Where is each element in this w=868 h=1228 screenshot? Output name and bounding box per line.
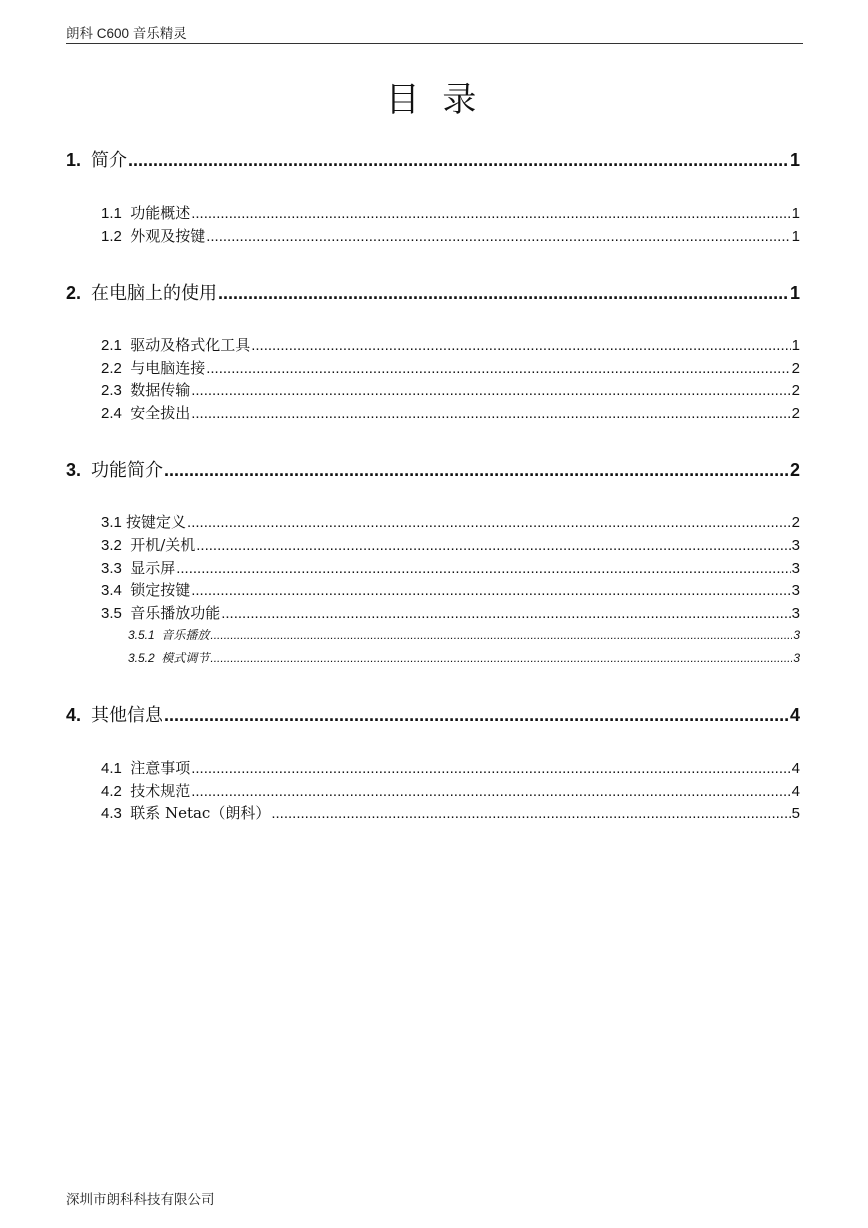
toc-entry-1-1[interactable] <box>101 202 800 223</box>
toc-number: 3.1 <box>101 514 127 531</box>
toc-entry-3-3[interactable] <box>101 557 800 578</box>
toc-title: 功能概述 <box>130 204 191 222</box>
toc-leader <box>251 337 790 354</box>
toc-title: 模式调节 <box>161 651 210 665</box>
toc-entry-3-5-1[interactable] <box>128 626 800 643</box>
page-footer: 深圳市朗科科技有限公司 <box>66 1192 215 1207</box>
toc-page: 3 <box>791 537 800 554</box>
toc-number: 2. <box>66 283 92 303</box>
page-title: 目 录 <box>385 80 483 120</box>
toc-entry-3-2[interactable] <box>101 534 800 555</box>
toc-number: 4. <box>66 705 92 725</box>
toc-entry-4-2[interactable] <box>101 780 800 801</box>
toc-page: 3 <box>793 628 800 642</box>
toc-page: 4 <box>791 783 800 800</box>
toc-number: 3. <box>66 460 92 480</box>
toc-title: 技术规范 <box>130 782 191 800</box>
toc-title: 其他信息 <box>91 705 164 725</box>
toc-title: 安全拔出 <box>130 404 191 422</box>
toc-page: 1 <box>791 228 800 245</box>
header-rule <box>66 43 803 44</box>
toc-leader <box>187 514 791 531</box>
toc-leader <box>191 760 790 777</box>
toc-title: 音乐播放 <box>161 628 210 642</box>
toc-entry-3-1[interactable] <box>101 511 800 532</box>
toc-page: 2 <box>791 360 800 377</box>
toc-page: 4 <box>791 760 800 777</box>
toc-leader <box>221 605 790 622</box>
toc-leader <box>210 651 792 665</box>
toc-leader <box>206 360 790 377</box>
toc-number: 3.2 <box>101 537 131 554</box>
toc-title: 与电脑连接 <box>130 359 206 377</box>
toc-number: 2.4 <box>101 405 131 422</box>
toc-leader <box>206 228 790 245</box>
toc-page: 3 <box>791 605 800 622</box>
toc-number: 3.4 <box>101 582 131 599</box>
toc-number: 1. <box>66 150 92 170</box>
toc-number: 4.1 <box>101 760 131 777</box>
toc-page: 2 <box>791 405 800 422</box>
toc-page: 2 <box>789 460 800 480</box>
toc-title: 开机/关机 <box>130 536 196 554</box>
toc-leader <box>128 150 789 171</box>
toc-number: 3.3 <box>101 560 131 577</box>
toc-entry-4-1[interactable] <box>101 757 800 778</box>
toc-title: 外观及按键 <box>130 227 206 245</box>
toc-entry-2-1[interactable] <box>101 334 800 355</box>
toc-page: 2 <box>791 514 800 531</box>
toc-leader <box>196 537 790 554</box>
toc-title: 简介 <box>91 150 128 170</box>
toc-entry-3-5[interactable] <box>101 602 800 623</box>
toc-title: 在电脑上的使用 <box>91 283 218 303</box>
toc-entry-2-4[interactable] <box>101 402 800 423</box>
toc-entry-2-2[interactable] <box>101 357 800 378</box>
toc-title: 功能简介 <box>91 460 164 480</box>
toc-number: 1.2 <box>101 228 131 245</box>
toc-title: 显示屏 <box>130 559 176 577</box>
toc-entry-1[interactable] <box>66 146 800 172</box>
toc-leader <box>191 582 790 599</box>
toc-page: 4 <box>789 705 800 725</box>
toc-page: 3 <box>791 582 800 599</box>
toc-page: 3 <box>793 651 800 665</box>
toc-leader <box>164 705 789 726</box>
toc-title: 驱动及格式化工具 <box>130 336 251 354</box>
toc-leader <box>271 805 790 822</box>
toc-title: 音乐播放功能 <box>130 604 221 622</box>
toc-page: 3 <box>791 560 800 577</box>
toc-leader <box>164 460 789 481</box>
toc-page: 1 <box>791 337 800 354</box>
toc-page: 1 <box>789 283 800 303</box>
toc-number: 4.2 <box>101 783 131 800</box>
page-header: 朗科 C600 音乐精灵 <box>66 26 187 41</box>
toc-number: 3.5 <box>101 605 131 622</box>
toc-page: 1 <box>791 205 800 222</box>
toc-title: 锁定按键 <box>130 581 191 599</box>
toc-number: 3.5.1 <box>128 628 162 642</box>
toc-entry-2-3[interactable] <box>101 379 800 400</box>
toc-title: 联系 Netac（朗科） <box>130 804 271 822</box>
toc-entry-4[interactable] <box>66 701 800 727</box>
toc-title: 注意事项 <box>130 759 191 777</box>
toc-page: 2 <box>791 382 800 399</box>
toc-entry-3-4[interactable] <box>101 579 800 600</box>
toc-page: 1 <box>789 150 800 170</box>
toc-entry-3-5-2[interactable] <box>128 649 800 666</box>
toc-entry-3[interactable] <box>66 456 800 482</box>
toc-number: 2.3 <box>101 382 131 399</box>
toc-leader <box>218 283 789 304</box>
toc-title: 数据传输 <box>130 381 191 399</box>
toc-entry-4-3[interactable] <box>101 802 800 823</box>
toc-page: 5 <box>791 805 800 822</box>
toc-entry-1-2[interactable] <box>101 225 800 246</box>
toc-leader <box>191 382 790 399</box>
toc-number: 3.5.2 <box>128 651 162 665</box>
toc-leader <box>191 205 790 222</box>
toc-number: 1.1 <box>101 205 131 222</box>
toc-title: 按键定义 <box>126 513 187 531</box>
toc-leader <box>191 783 790 800</box>
toc-entry-2[interactable] <box>66 279 800 305</box>
toc-leader <box>191 405 790 422</box>
toc-leader <box>210 628 792 642</box>
toc-number: 2.2 <box>101 360 131 377</box>
toc-number: 2.1 <box>101 337 131 354</box>
toc-number: 4.3 <box>101 805 131 822</box>
toc-leader <box>176 560 790 577</box>
